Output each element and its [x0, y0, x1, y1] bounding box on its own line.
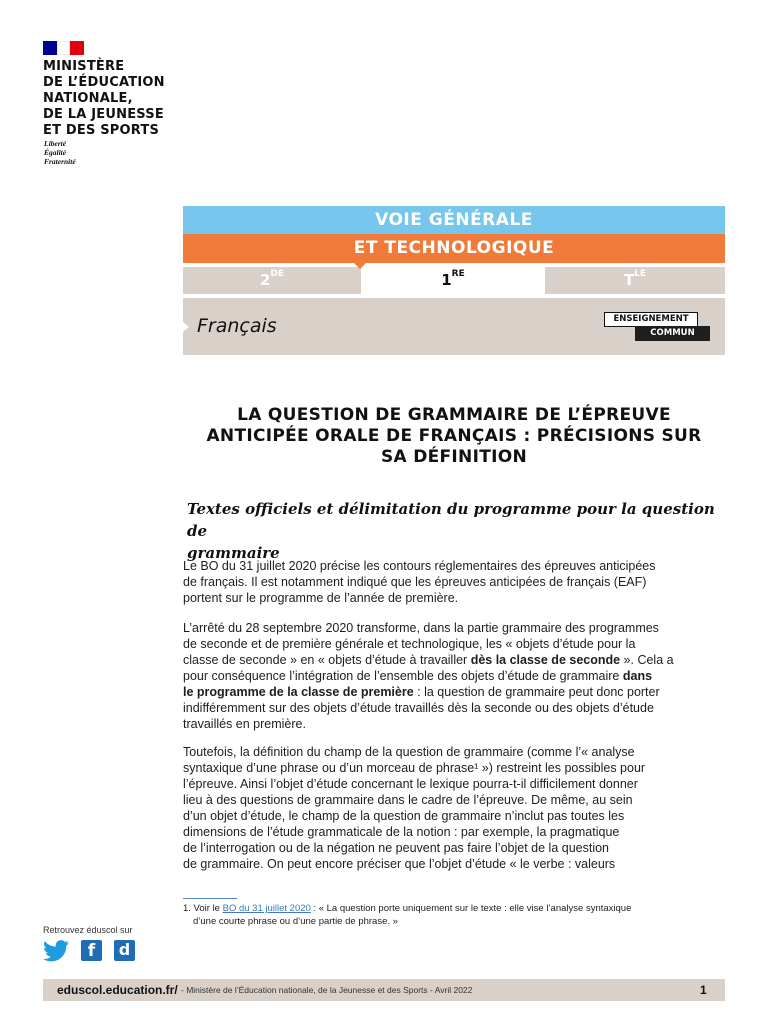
technologique-band: ET TECHNOLOGIQUE	[183, 234, 725, 263]
title-line: LA QUESTION DE GRAMMAIRE DE L’ÉPREUVE	[237, 405, 671, 425]
bo-link[interactable]: BO du 31 juillet 2020	[222, 903, 311, 914]
commun-label: COMMUN	[635, 326, 710, 341]
heading-line: Textes officiels et délimitation du programme pour la question de	[187, 500, 715, 540]
social-label: Retrouvez éduscol sur	[43, 925, 133, 935]
text-line: de français. Il est notamment indiqué que les épreuves anticipées de français (EAF)	[183, 575, 647, 589]
heading-line: grammaire	[187, 544, 280, 562]
footnote-line: d’une courte phrase ou d’une partie de phrase. »	[193, 916, 398, 927]
text-line: pour conséquence l’intégration de l’ensemble des objets d’étude de grammaire dans	[183, 669, 653, 683]
page-number: 1	[700, 983, 707, 997]
text-line: de seconde et de première générale et technologique, les « objets d’étude pour la	[183, 637, 636, 651]
document-title	[160, 405, 748, 468]
ministry-line: ET DES SPORTS	[43, 123, 160, 138]
text-line: l’épreuve. Ainsi l’objet d’étude concernant le lexique pourra-t-il difficilement donner	[183, 777, 638, 791]
text-line: dimensions de l’étude grammaticale de la notion : par exemple, la pragmatique	[183, 825, 620, 839]
subject-marker-icon	[183, 322, 189, 332]
ministry-line: MINISTÈRE	[43, 59, 125, 74]
ministry-name	[43, 59, 193, 139]
ministry-line: DE L’ÉDUCATION	[43, 75, 165, 90]
text-line: travaillés en première.	[183, 717, 306, 731]
republique-francaise-flag-icon	[43, 41, 84, 55]
text-line: classe de seconde » en « objets d’étude à travailler dès la classe de seconde ». Cela a	[183, 653, 674, 667]
title-line: ANTICIPÉE ORALE DE FRANÇAIS : PRÉCISIONS SUR	[206, 426, 702, 446]
paragraph-arrete	[183, 620, 728, 732]
footnote-divider	[183, 898, 237, 899]
text-line: le programme de la classe de première : la question de grammaire peut donc porter	[183, 685, 660, 699]
active-level-pointer-icon	[354, 263, 366, 269]
section-heading	[187, 498, 717, 564]
ministry-line: NATIONALE,	[43, 91, 133, 106]
dailymotion-icon[interactable]: d	[114, 940, 135, 961]
motto-line: Fraternité	[44, 157, 76, 166]
motto-line: Égalité	[44, 148, 67, 157]
twitter-icon[interactable]	[43, 940, 69, 962]
text-line: Toutefois, la définition du champ de la question de grammaire (comme l’« analyse	[183, 745, 635, 759]
social-links	[43, 940, 135, 962]
text-line: d’un objet d’étude, le champ de la question de grammaire n’inclut pas toutes les	[183, 809, 625, 823]
footnote-line: 1. Voir le BO du 31 juillet 2020 : « La question porte uniquement sur le texte : elle vise l’analyse syntaxique	[183, 903, 632, 914]
text-line: lieu à des questions de grammaire dans le cadre de l’épreuve. De même, au sein	[183, 793, 633, 807]
ministry-line: DE LA JEUNESSE	[43, 107, 164, 122]
text-line: L’arrêté du 28 septembre 2020 transforme, dans la partie grammaire des programmes	[183, 621, 659, 635]
text-line: indifféremment sur des objets d’étude travaillés dès la seconde ou des objets d’étude	[183, 701, 654, 715]
enseignement-label: ENSEIGNEMENT	[604, 312, 698, 327]
level-premiere: 1RE	[361, 267, 545, 294]
text-line: syntaxique d’une phrase ou d’un morceau de phrase¹ ») restreint les possibles pour	[183, 761, 646, 775]
text-line: portent sur le programme de l’année de première.	[183, 591, 459, 605]
republic-motto	[44, 139, 76, 166]
paragraph-toutefois	[183, 744, 728, 872]
level-terminale: $T^{LE}$	[545, 267, 725, 294]
text-line: de grammaire. On peut encore préciser que l’objet d’étude « le verbe : valeurs	[183, 857, 616, 871]
paragraph-bo	[183, 558, 728, 606]
level-seconde: 2DE	[183, 267, 361, 294]
level-selector	[183, 263, 725, 295]
text-line: de l’interrogation ou de la négation ne peuvent pas faire l’objet de la question	[183, 841, 610, 855]
facebook-icon[interactable]: f	[81, 940, 102, 961]
text-line: Le BO du 31 juillet 2020 précise les contours réglementaires des épreuves anticipées	[183, 559, 656, 573]
voie-generale-band: VOIE GÉNÉRALE	[183, 206, 725, 234]
subject-title: Français	[197, 315, 277, 337]
title-line: SA DÉFINITION	[380, 447, 528, 467]
motto-line: Liberté	[44, 139, 67, 148]
footer-meta: - Ministère de l’Éducation nationale, de la Jeunesse et des Sports - Avril 2022	[181, 985, 473, 995]
footnote	[183, 902, 728, 928]
footer-site-link[interactable]: eduscol.education.fr/	[57, 983, 178, 997]
